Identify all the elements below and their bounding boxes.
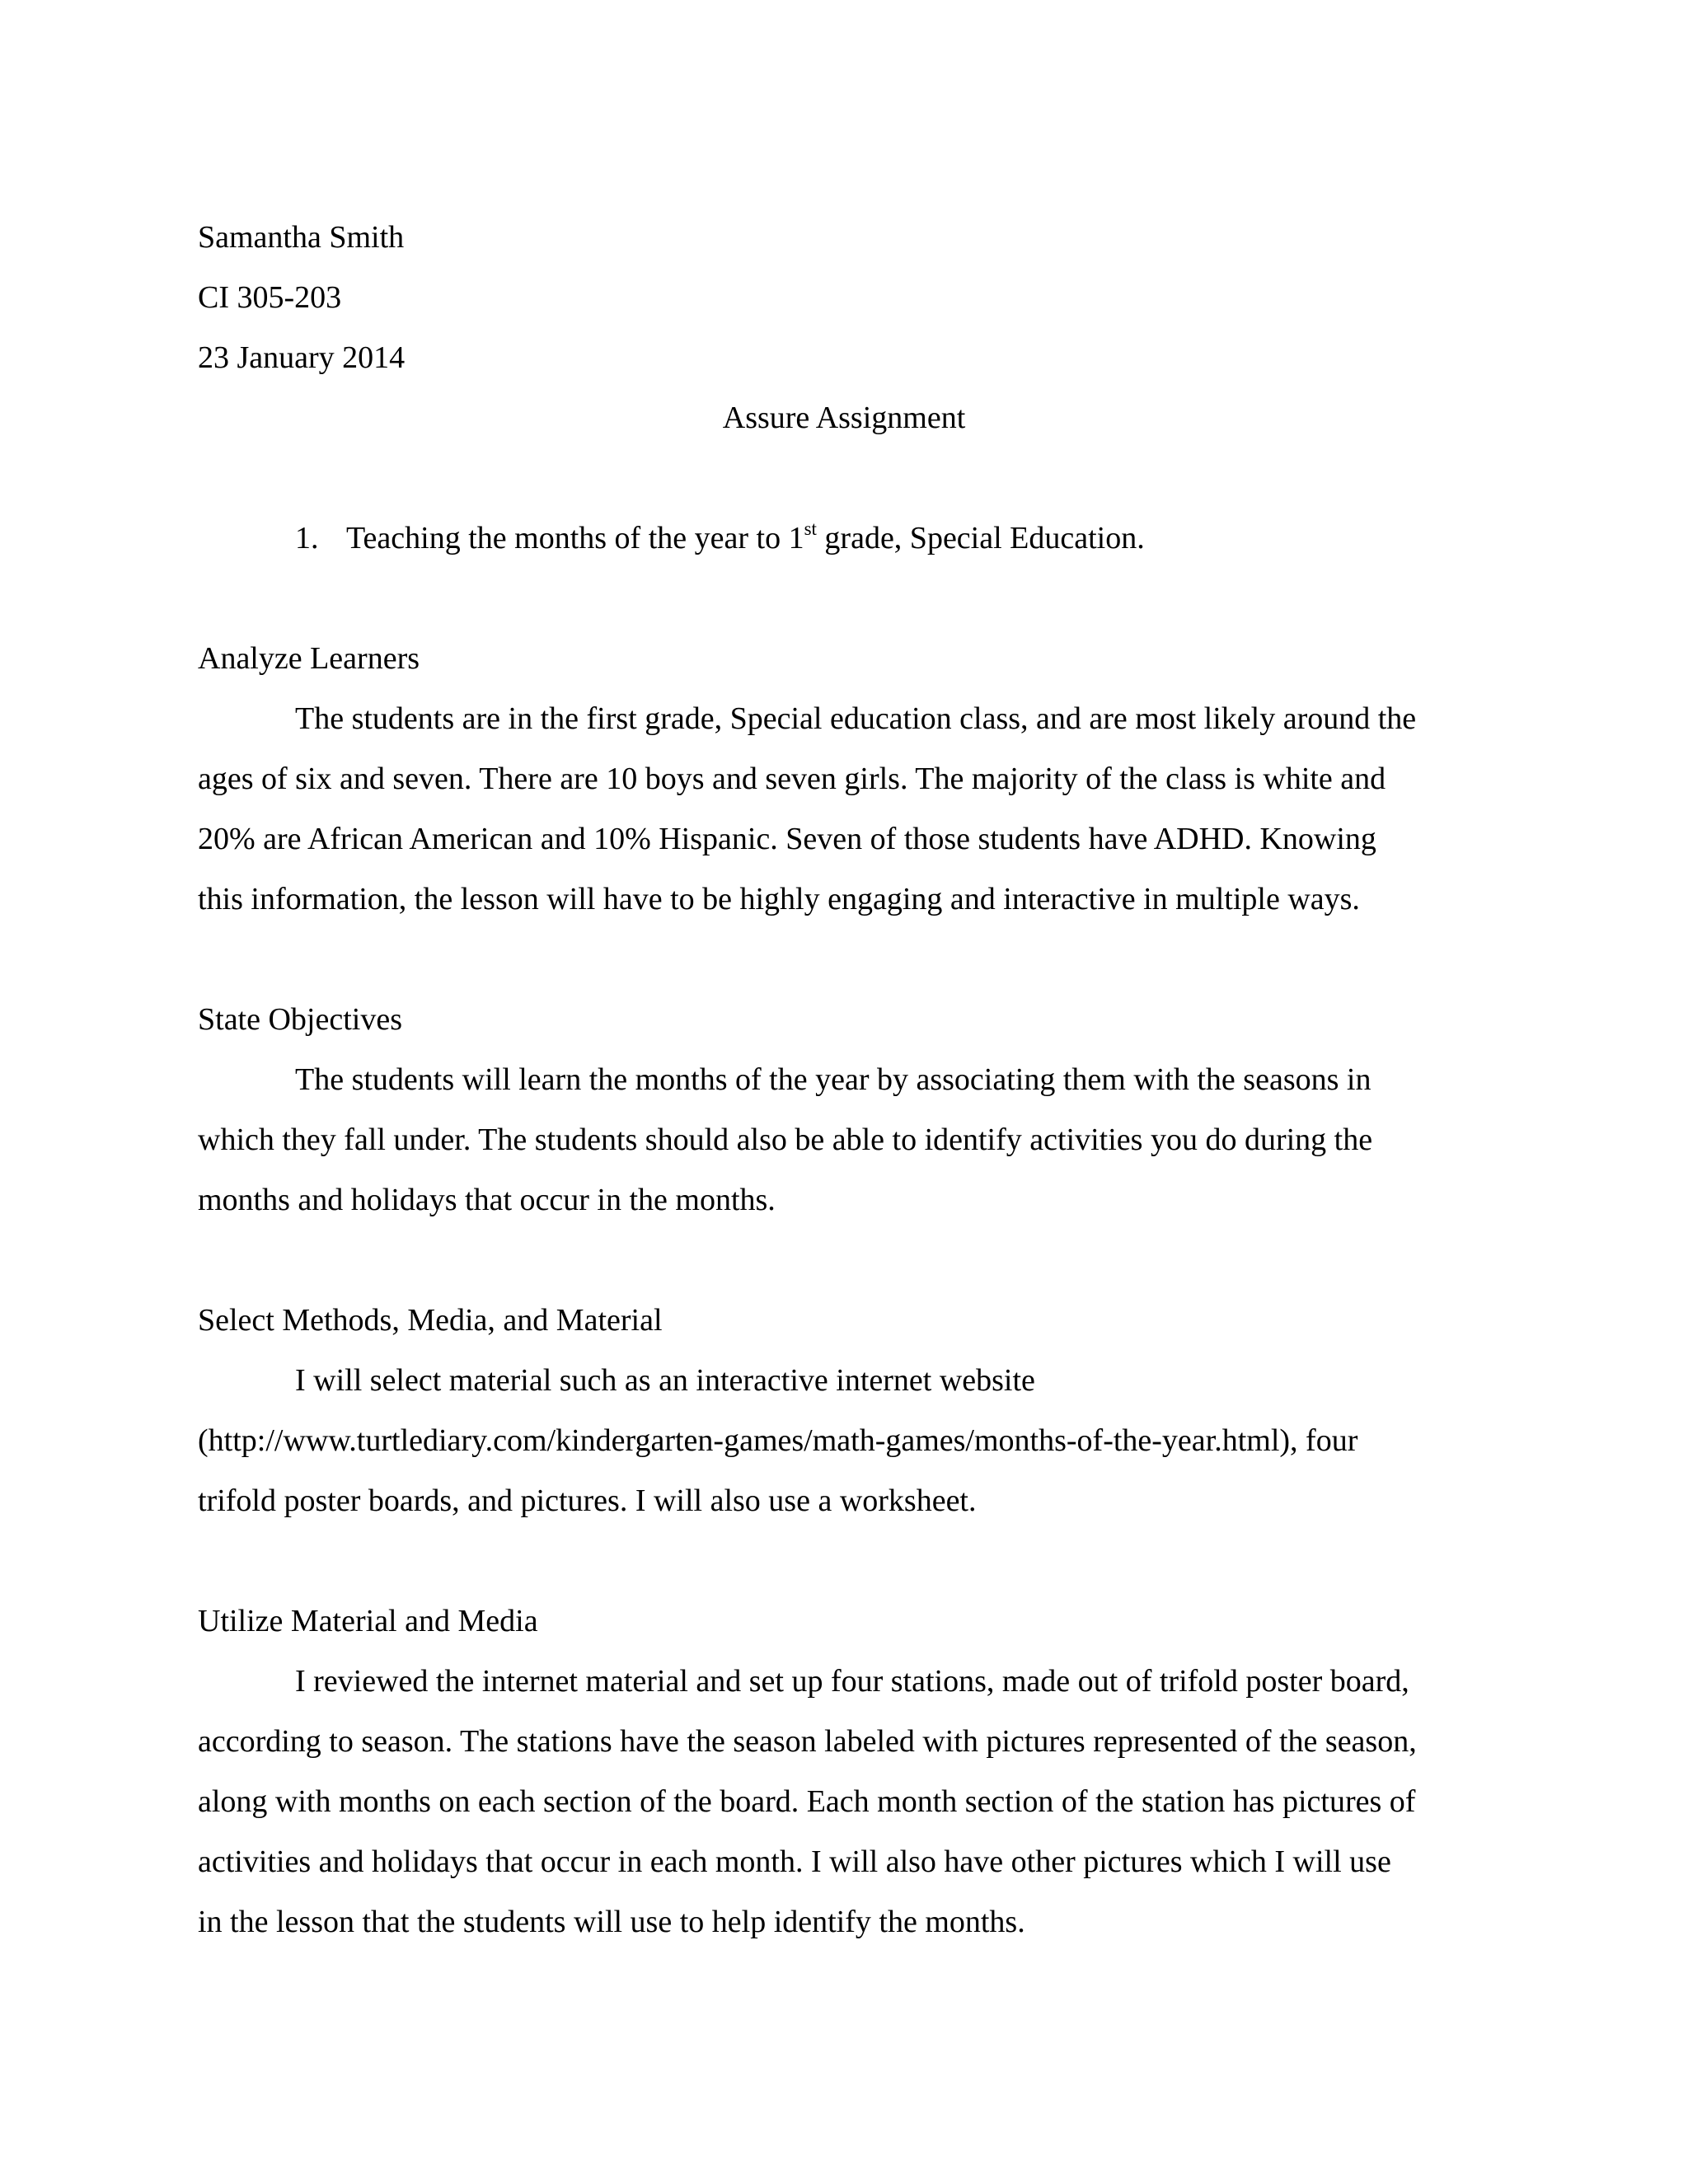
ordinal-superscript: st	[804, 518, 817, 539]
paragraph-line: I reviewed the internet material and set up four stations, made out of trifold poster board,	[295, 1664, 1409, 1699]
paragraph-line-url: (http://www.turtlediary.com/kindergarten-games/math-games/months-of-the-year.html), four	[198, 1423, 1358, 1458]
section-select-methods	[198, 1291, 1490, 1531]
section-state-objectives	[198, 990, 1490, 1230]
paragraph-line: this information, the lesson will have to be highly engaging and interactive in multiple ways.	[198, 882, 1360, 916]
section-paragraph	[198, 1652, 1490, 1952]
document-body	[198, 208, 1490, 1952]
paragraph-line: The students are in the first grade, Special education class, and are most likely around the	[295, 701, 1417, 736]
section-paragraph	[198, 1351, 1490, 1531]
paragraph-line: activities and holidays that occur in each month. I will also have other pictures which I will use	[198, 1844, 1391, 1879]
section-heading: Analyze Learners	[198, 641, 420, 676]
document-title: Assure Assignment	[722, 401, 966, 435]
section-heading: Utilize Material and Media	[198, 1604, 538, 1638]
document-date: 23 January 2014	[198, 340, 406, 375]
paragraph-line: according to season. The stations have the season labeled with pictures represented of the season,	[198, 1724, 1417, 1759]
paragraph-line: along with months on each section of the board. Each month section of the station has pictures of	[198, 1784, 1416, 1819]
list-number: 1.	[295, 521, 319, 555]
section-utilize-material	[198, 1591, 1490, 1952]
section-heading: Select Methods, Media, and Material	[198, 1303, 663, 1338]
paragraph-line: in the lesson that the students will use to help identify the months.	[198, 1905, 1025, 1939]
paragraph-line: ages of six and seven. There are 10 boys and seven girls. The majority of the class is white and	[198, 762, 1386, 796]
numbered-list-item	[198, 509, 1490, 569]
section-paragraph	[198, 689, 1490, 930]
paragraph-line: The students will learn the months of the year by associating them with the seasons in	[295, 1062, 1372, 1097]
paragraph-line: months and holidays that occur in the months.	[198, 1183, 776, 1217]
paragraph-line: which they fall under. The students should also be able to identify activities you do during the	[198, 1122, 1373, 1157]
author-name: Samantha Smith	[198, 220, 405, 255]
course-code: CI 305-203	[198, 280, 342, 315]
section-analyze-learners	[198, 629, 1490, 930]
section-heading: State Objectives	[198, 1002, 402, 1037]
paragraph-line: 20% are African American and 10% Hispanic. Seven of those students have ADHD. Knowing	[198, 822, 1376, 856]
section-paragraph	[198, 1050, 1490, 1230]
list-text-end: grade, Special Education.	[816, 521, 1145, 555]
paragraph-line: I will select material such as an interactive internet website	[295, 1363, 1035, 1398]
paragraph-line: trifold poster boards, and pictures. I will also use a worksheet.	[198, 1483, 977, 1518]
list-text-start: Teaching the months of the year to 1	[346, 521, 804, 555]
